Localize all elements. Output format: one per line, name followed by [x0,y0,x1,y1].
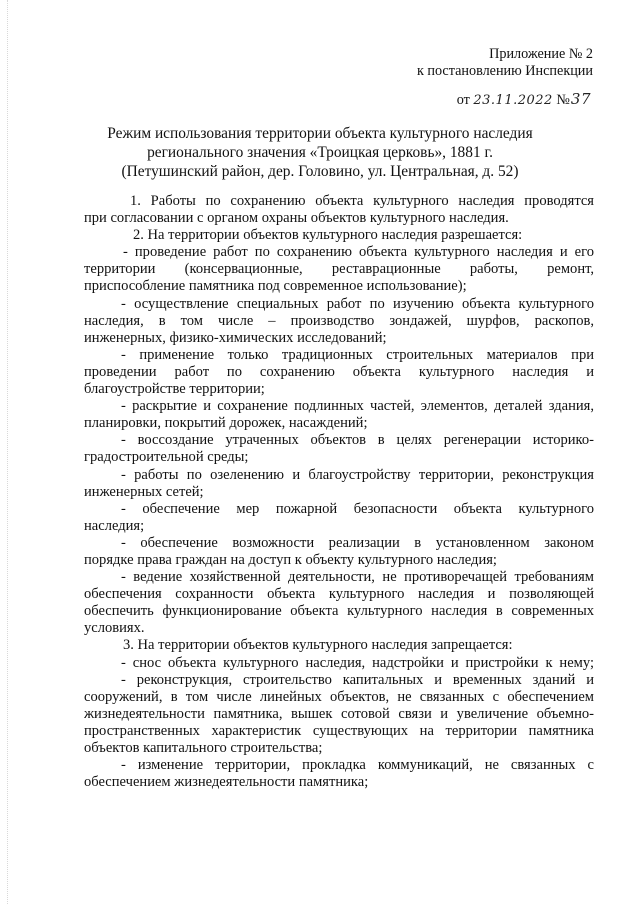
body-line: пространственных характеристик существующих на территории памятника [84,722,594,739]
handwritten-number: 37 [570,90,591,108]
body-line: при согласовании с органом охраны объектов культурного наследия. [84,210,509,227]
body-line: обеспечения сохранности объекта культурного наследия и позволяющей [84,586,594,603]
body-line: - изменение территории, прокладка коммуникаций, не связанных с [121,757,594,774]
body-line: территории (консервационные, реставрационные работы, ремонт, [84,261,594,278]
title-line: Режим использования территории объекта культурного наследия [107,125,533,142]
body-line: - реконструкция, строительство капитальных и временных зданий и [121,671,594,688]
body-line: - снос объекта культурного наследия, надстройки и пристройки к нему; [121,654,594,671]
body-line: сооружений, в том числе линейных объектов, не связанных с обеспечением [84,688,594,705]
body-line: 3. На территории объектов культурного наследия запрещается: [123,637,513,654]
body-line: - раскрытие и сохранение подлинных частей, элементов, деталей здания, [121,398,594,415]
number-prefix: № [556,92,570,108]
body-line: инженерных, физико-химических исследований; [84,329,387,346]
body-line: 1. Работы по сохранению объекта культурного наследия проводятся [130,193,594,209]
body-line: обеспечить функционирование объекта культурного наследия в современных [84,603,594,620]
appendix-resolution-label: к постановлению Инспекции [416,63,593,79]
body-line: градостроительной среды; [84,449,249,466]
document-body [84,193,594,791]
body-line: - обеспечение возможности реализации в установленном законом [121,534,594,551]
body-line: - воссоздание утраченных объектов в целях регенерации историко- [121,432,594,449]
body-line: жизнедеятельности памятника, вышек сотовой связи и увеличение объемно- [84,705,594,722]
date-prefix: от [456,92,470,108]
body-line: - работы по озеленению и благоустройству территории, реконструкция [121,466,594,483]
body-line: планировки, покрытий дорожек, насаждений; [84,415,368,432]
body-line: наследия; [84,517,145,534]
body-line: объектов капитального строительства; [84,740,323,756]
body-line: приспособление памятника под современное использование); [84,278,467,295]
body-line: инженерных сетей; [84,483,204,500]
title-line: (Петушинский район, дер. Головино, ул. Центральная, д. 52) [121,163,519,180]
body-line: - ведение хозяйственной деятельности, не противоречащей требованиям [121,569,594,586]
body-line: - проведение работ по сохранению объекта культурного наследия и его [123,244,594,261]
body-line: обеспечением жизнедеятельности памятника; [84,774,369,791]
body-line: порядке права граждан на доступ к объекту культурного наследия; [84,551,497,568]
body-line: 2. На территории объектов культурного наследия разрешается: [133,227,523,244]
body-line: благоустройстве территории; [84,381,265,398]
appendix-label: Приложение № 2 [489,46,593,62]
body-line: - обеспечение мер пожарной безопасности объекта культурного [121,500,594,517]
appendix-header [417,46,593,80]
body-line: наследия, в том числе – производство зондажей, шурфов, раскопов, [84,312,594,329]
document-title [60,124,580,181]
body-line: условиях. [84,620,145,637]
appendix-date-line [457,91,591,109]
body-line: - осуществление специальных работ по изучению объекта культурного [121,295,594,312]
handwritten-date: 23.11.2022 [473,93,553,108]
body-line: - применение только традиционных строительных материалов при [121,346,594,363]
title-line: регионального значения «Троицкая церковь», 1881 г. [147,144,493,161]
scan-edge [0,0,8,904]
body-line: проведении работ по сохранению объекта культурного наследия и [84,363,594,380]
